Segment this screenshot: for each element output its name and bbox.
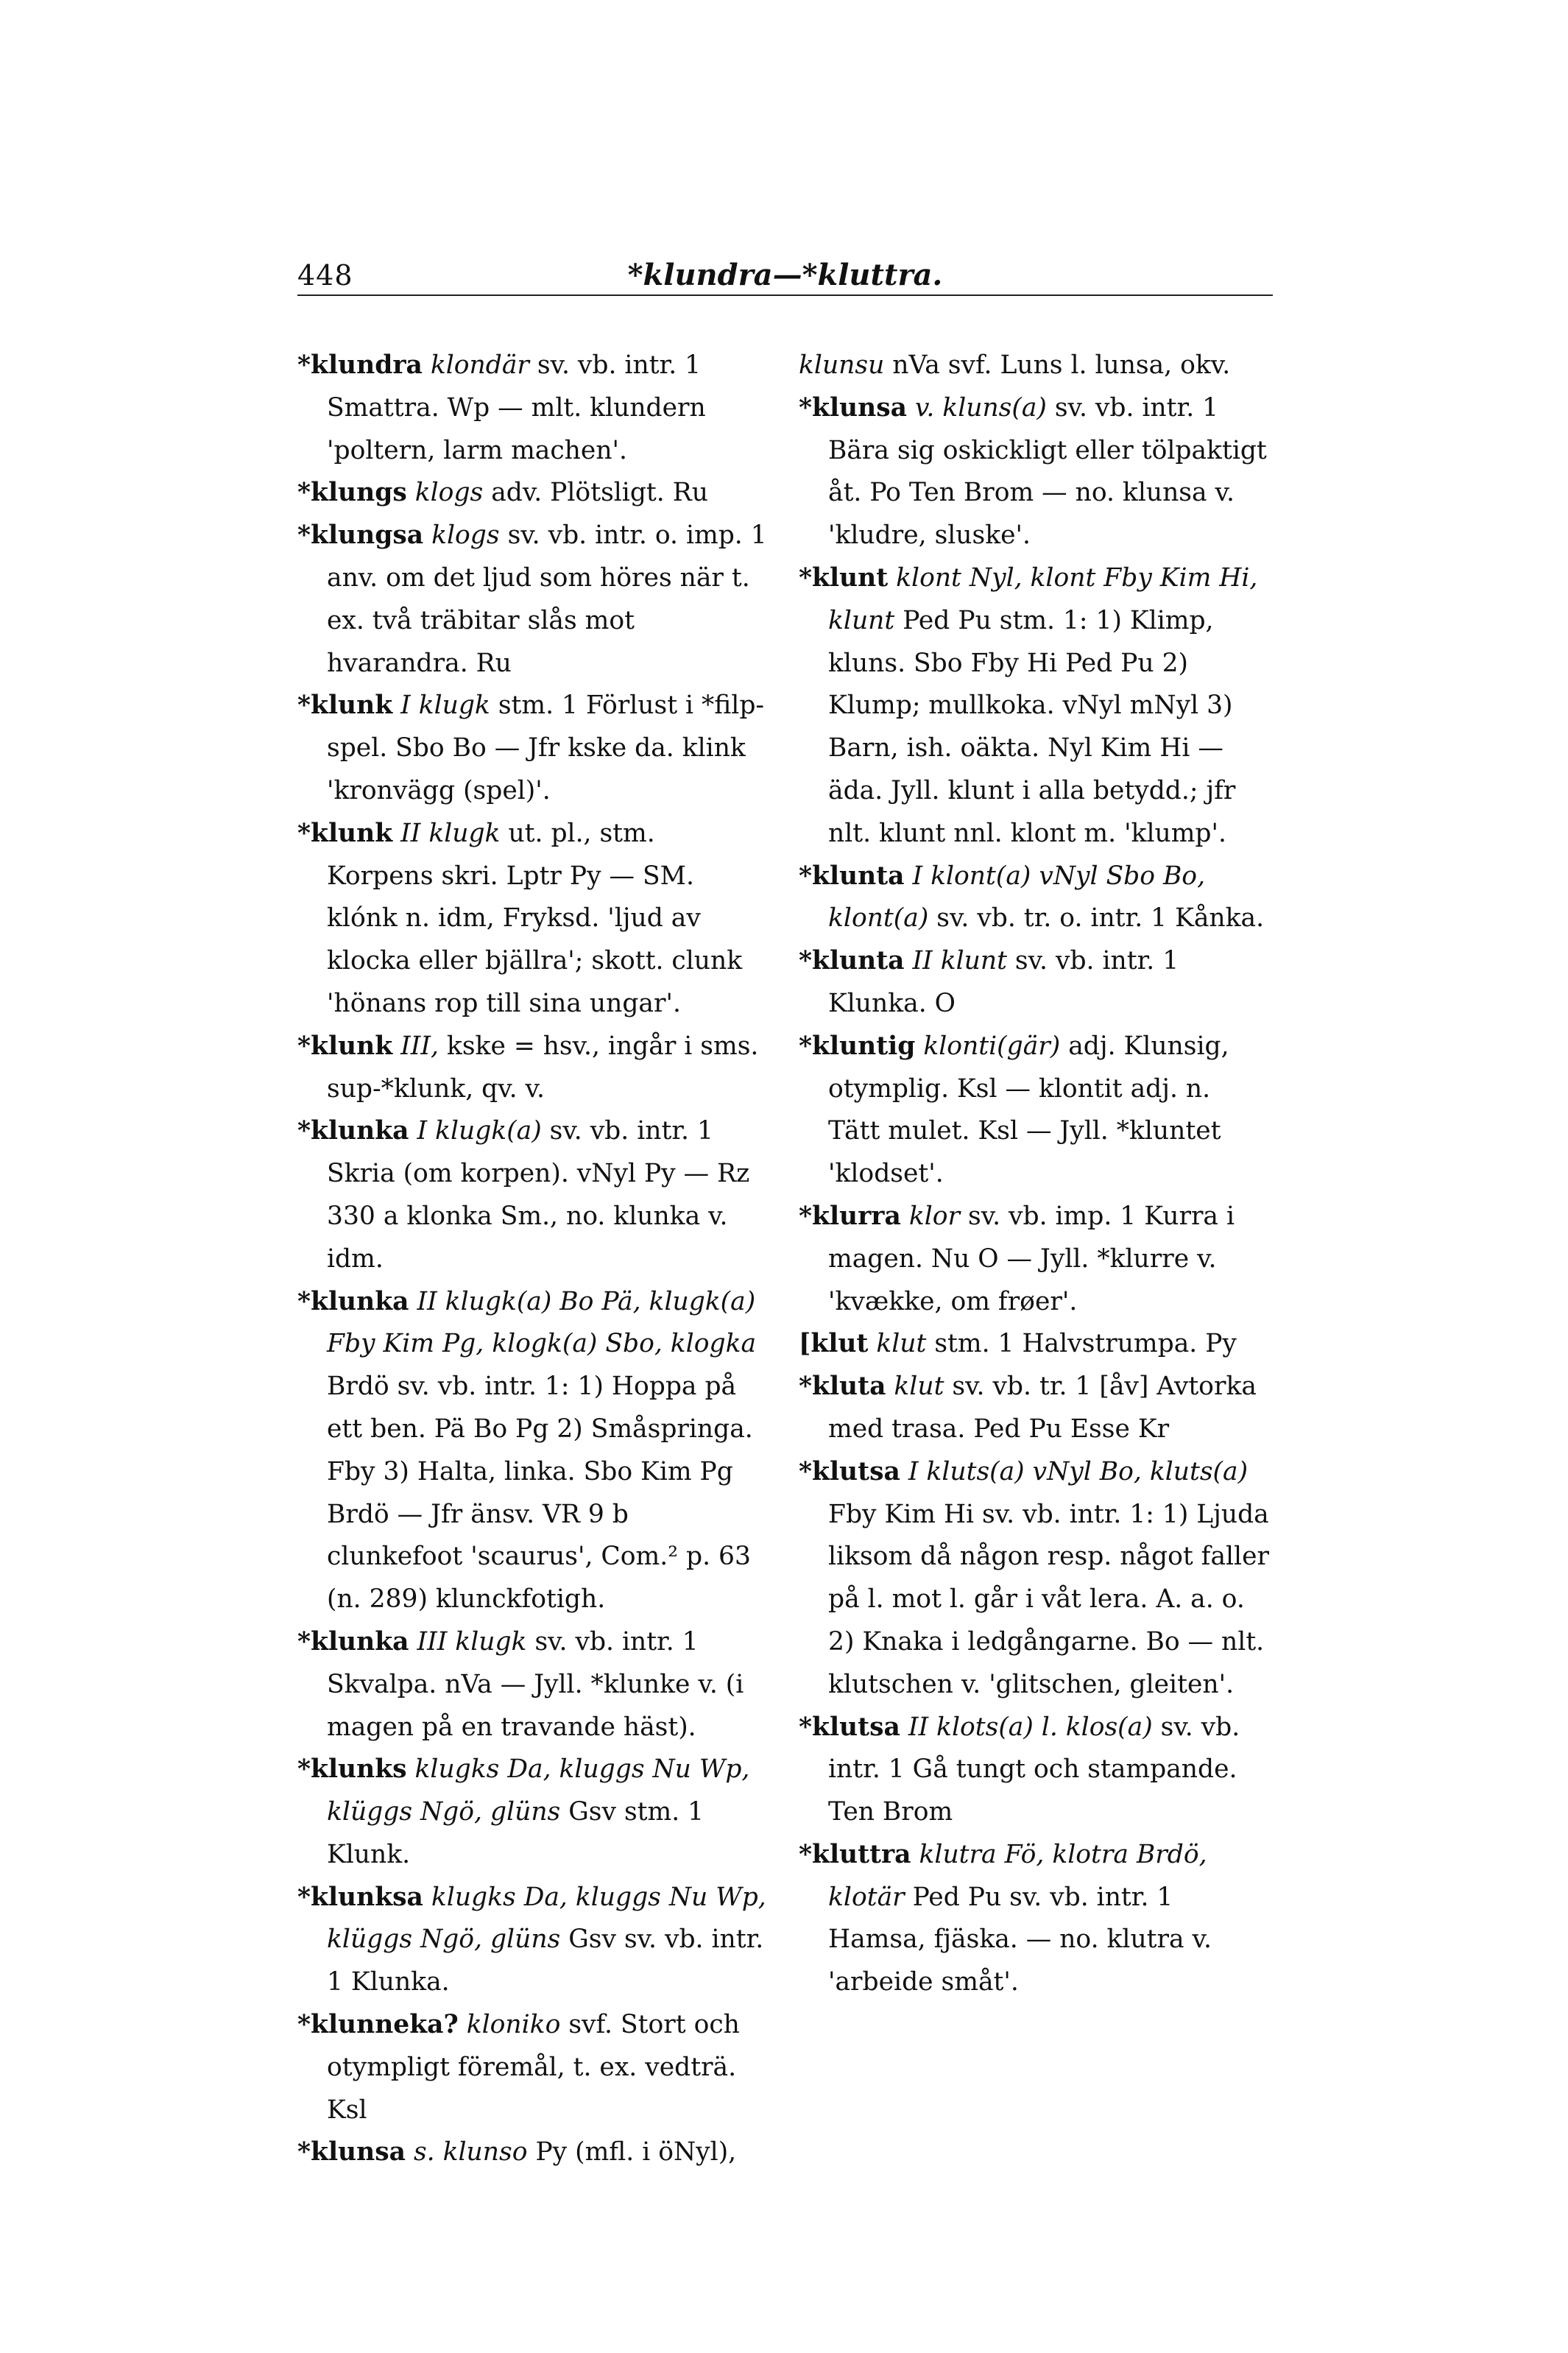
entry-form: v. kluns(a) xyxy=(914,392,1047,423)
entry-lemma: [klut xyxy=(799,1329,869,1359)
dictionary-entry xyxy=(297,2131,769,2174)
entry-lemma: *kluta xyxy=(799,1372,886,1402)
entry-form: II klugk xyxy=(400,818,501,848)
entry-lemma: *klunta xyxy=(799,861,905,891)
entry-text: sv. vb. intr. 1 Bära sig oskickligt eller tölpaktigt åt. Po Ten Brom — no. klunsa v. 'kludre, sluske'. xyxy=(828,392,1267,551)
dictionary-entry xyxy=(297,1877,769,2004)
dictionary-entry xyxy=(799,1834,1270,2004)
dictionary-entry xyxy=(799,1366,1270,1451)
entry-text: Py (mfl. i öNyl), xyxy=(535,2137,737,2167)
entry-form: klondär xyxy=(430,350,529,380)
dictionary-entry xyxy=(799,1026,1270,1196)
entry-form: II klunt xyxy=(912,946,1007,976)
entry-form: I kluts(a) vNyl Bo, kluts(a) xyxy=(908,1456,1249,1486)
entry-text: Brdö sv. vb. intr. 1: 1) Hoppa på ett ben. Pä Bo Pg 2) Småspringa. Fby 3) Halta, linka. Sbo Kim Pg Brdö — Jfr änsv. VR 9 b clunkefoot 'scaurus', Com.² p. 63 (n. 289) klunckfotigh. xyxy=(327,1372,753,1615)
entry-form: klont Nyl, klont Fby Kim Hi, klunt xyxy=(828,562,1258,635)
entry-text: sv. vb. imp. 1 Kurra i magen. Nu O — Jyll. *klurre v. 'kvække, om frøer'. xyxy=(828,1201,1235,1316)
entry-form: klunsu xyxy=(799,350,885,380)
entry-text: ut. pl., stm. Korpens skri. Lptr Py — SM. klónk n. idm, Fryksd. 'ljud av klocka eller bjällra'; skott. clunk 'hönans rop till sina ungar'. xyxy=(327,818,743,1018)
page-number: 448 xyxy=(297,259,353,292)
entry-form: klonti(gär) xyxy=(923,1031,1061,1061)
dictionary-entry xyxy=(297,345,769,472)
entry-text: sv. vb. intr. 1 Gå tungt och stampande. Ten Brom xyxy=(828,1712,1240,1827)
entry-form: klugks Da, kluggs Nu Wp, klüggs Ngö, glüns xyxy=(327,1882,766,1955)
entry-text: stm. 1 Förlust i *filp-spel. Sbo Bo — Jfr kske da. klink 'kronvägg (spel)'. xyxy=(327,691,765,805)
entry-text: Fby Kim Hi sv. vb. intr. 1: 1) Ljuda liksom då någon resp. något faller på l. mot l. går i våt lera. A. a. o. 2) Knaka i ledgångarne. Bo — nlt. klutschen v. 'glitschen, gleiten'. xyxy=(828,1499,1269,1699)
entry-text: sv. vb. intr. o. imp. 1 anv. om det ljud som höres när t. ex. två träbitar slås mot hvarandra. Ru xyxy=(327,521,767,678)
entry-text: nVa svf. Luns l. lunsa, okv. xyxy=(892,350,1231,380)
dictionary-entry xyxy=(297,472,769,515)
dictionary-entry xyxy=(297,813,769,1026)
dictionary-entry xyxy=(799,345,1270,387)
entry-form: klut xyxy=(876,1329,927,1359)
right-column xyxy=(799,345,1270,2004)
entry-lemma: *klutsa xyxy=(799,1456,900,1486)
entry-form: III klugk xyxy=(417,1626,527,1657)
entry-lemma: *klungs xyxy=(297,478,407,508)
entry-form: klugks Da, kluggs Nu Wp, klüggs Ngö, glüns xyxy=(327,1754,750,1827)
entry-lemma: *klunta xyxy=(799,946,905,976)
entry-text: sv. vb. tr. 1 [åv] Avtorka med trasa. Ped Pu Esse Kr xyxy=(828,1372,1257,1444)
left-column xyxy=(297,345,769,2174)
dictionary-entry xyxy=(799,1196,1270,1323)
entry-text: sv. vb. intr. 1 Klunka. O xyxy=(828,946,1179,1018)
entry-lemma: *klunks xyxy=(297,1754,407,1785)
running-head: *klundra—*kluttra. xyxy=(627,258,943,292)
entry-text: sv. vb. tr. o. intr. 1 Kånka. xyxy=(936,903,1265,934)
dictionary-entry xyxy=(799,1323,1270,1366)
entry-form: II klugk(a) Bo Pä, klugk(a) Fby Kim Pg, klogk(a) Sbo, klogka xyxy=(327,1286,757,1359)
entry-lemma: *kluttra xyxy=(799,1839,911,1869)
entry-text: kske = hsv., ingår i sms. sup-*klunk, qv. v. xyxy=(327,1031,759,1104)
entry-text: stm. 1 Halvstrumpa. Py xyxy=(934,1329,1237,1359)
dictionary-entry xyxy=(297,1621,769,1749)
entry-text: Ped Pu sv. vb. intr. 1 Hamsa, fjäska. — no. klutra v. 'arbeide småt'. xyxy=(828,1882,1212,1997)
entry-text: adj. Klunsig, otymplig. Ksl — klontit adj. n. Tätt mulet. Ksl — Jyll. *kluntet 'klodset'. xyxy=(828,1031,1229,1189)
entry-text: adv. Plötsligt. Ru xyxy=(491,478,708,508)
entry-lemma: *klunsa xyxy=(297,2137,406,2167)
entry-lemma: *klutsa xyxy=(799,1712,900,1742)
entry-text: Gsv sv. vb. intr. 1 Klunka. xyxy=(327,1925,764,1997)
entry-form: I klont(a) vNyl Sbo Bo, klont(a) xyxy=(828,861,1206,934)
entry-form: kloniko xyxy=(466,2010,561,2040)
entry-form: I klugk xyxy=(400,691,490,721)
dictionary-entry xyxy=(799,1451,1270,1707)
dictionary-entry xyxy=(799,557,1270,856)
dictionary-entry xyxy=(297,685,769,812)
entry-lemma: *klunsa xyxy=(799,392,907,423)
entry-form: I klugk(a) xyxy=(417,1116,542,1146)
dictionary-entry xyxy=(297,1026,769,1111)
entry-form: klutra Fö, klotra Brdö, klotär xyxy=(828,1839,1207,1912)
entry-lemma: *klunk xyxy=(297,1031,393,1061)
dictionary-entry xyxy=(297,1281,769,1621)
entry-lemma: *klundra xyxy=(297,350,423,380)
entry-lemma: *klungsa xyxy=(297,521,424,551)
dictionary-entry xyxy=(799,1707,1270,1834)
entry-lemma: *klunt xyxy=(799,562,889,593)
dictionary-entry xyxy=(799,940,1270,1026)
dictionary-entry xyxy=(799,387,1270,557)
entry-text: Ped Pu stm. 1: 1) Klimp, kluns. Sbo Fby Hi Ped Pu 2) Klump; mullkoka. vNyl mNyl 3) Barn, ish. oäkta. Nyl Kim Hi — äda. Jyll. klunt i alla betydd.; jfr nlt. klunt nnl. klont m. 'klump'. xyxy=(828,605,1236,848)
entry-text: svf. Stort och otympligt föremål, t. ex. vedträ. Ksl xyxy=(327,2010,740,2125)
entry-form: klut xyxy=(894,1372,944,1402)
dictionary-entry xyxy=(297,1749,769,1876)
entry-lemma: *klunksa xyxy=(297,1882,423,1912)
entry-text: sv. vb. intr. 1 Skvalpa. nVa — Jyll. *klunke v. (i magen på en travande häst). xyxy=(327,1626,744,1742)
entry-form: III, xyxy=(400,1031,439,1061)
entry-form: klor xyxy=(908,1201,961,1231)
entry-text: sv. vb. intr. 1 Skria (om korpen). vNyl Py — Rz 330 a klonka Sm., no. klunka v. idm. xyxy=(327,1116,750,1274)
entry-lemma: *kluntig xyxy=(799,1031,916,1061)
entry-lemma: *klunk xyxy=(297,818,393,848)
entry-lemma: *klunka xyxy=(297,1286,409,1316)
entry-text: Gsv stm. 1 Klunk. xyxy=(327,1797,704,1869)
entry-form: II klots(a) l. klos(a) xyxy=(908,1712,1153,1742)
dictionary-entry xyxy=(799,856,1270,941)
entry-lemma: *klunka xyxy=(297,1116,409,1146)
entry-form: klogs xyxy=(414,478,484,508)
entry-lemma: *klunk xyxy=(297,691,393,721)
dictionary-entry xyxy=(297,1110,769,1280)
entry-lemma: *klunka xyxy=(297,1626,409,1657)
entry-form: klogs xyxy=(431,521,500,551)
entry-text: sv. vb. intr. 1 Smattra. Wp — mlt. klundern 'poltern, larm machen'. xyxy=(327,350,706,465)
entry-lemma: *klurra xyxy=(799,1201,901,1231)
dictionary-entry xyxy=(297,2004,769,2131)
page-header xyxy=(297,258,1273,296)
entry-form: s. klunso xyxy=(413,2137,528,2167)
dictionary-entry xyxy=(297,515,769,685)
entry-lemma: *klunneka? xyxy=(297,2010,459,2040)
